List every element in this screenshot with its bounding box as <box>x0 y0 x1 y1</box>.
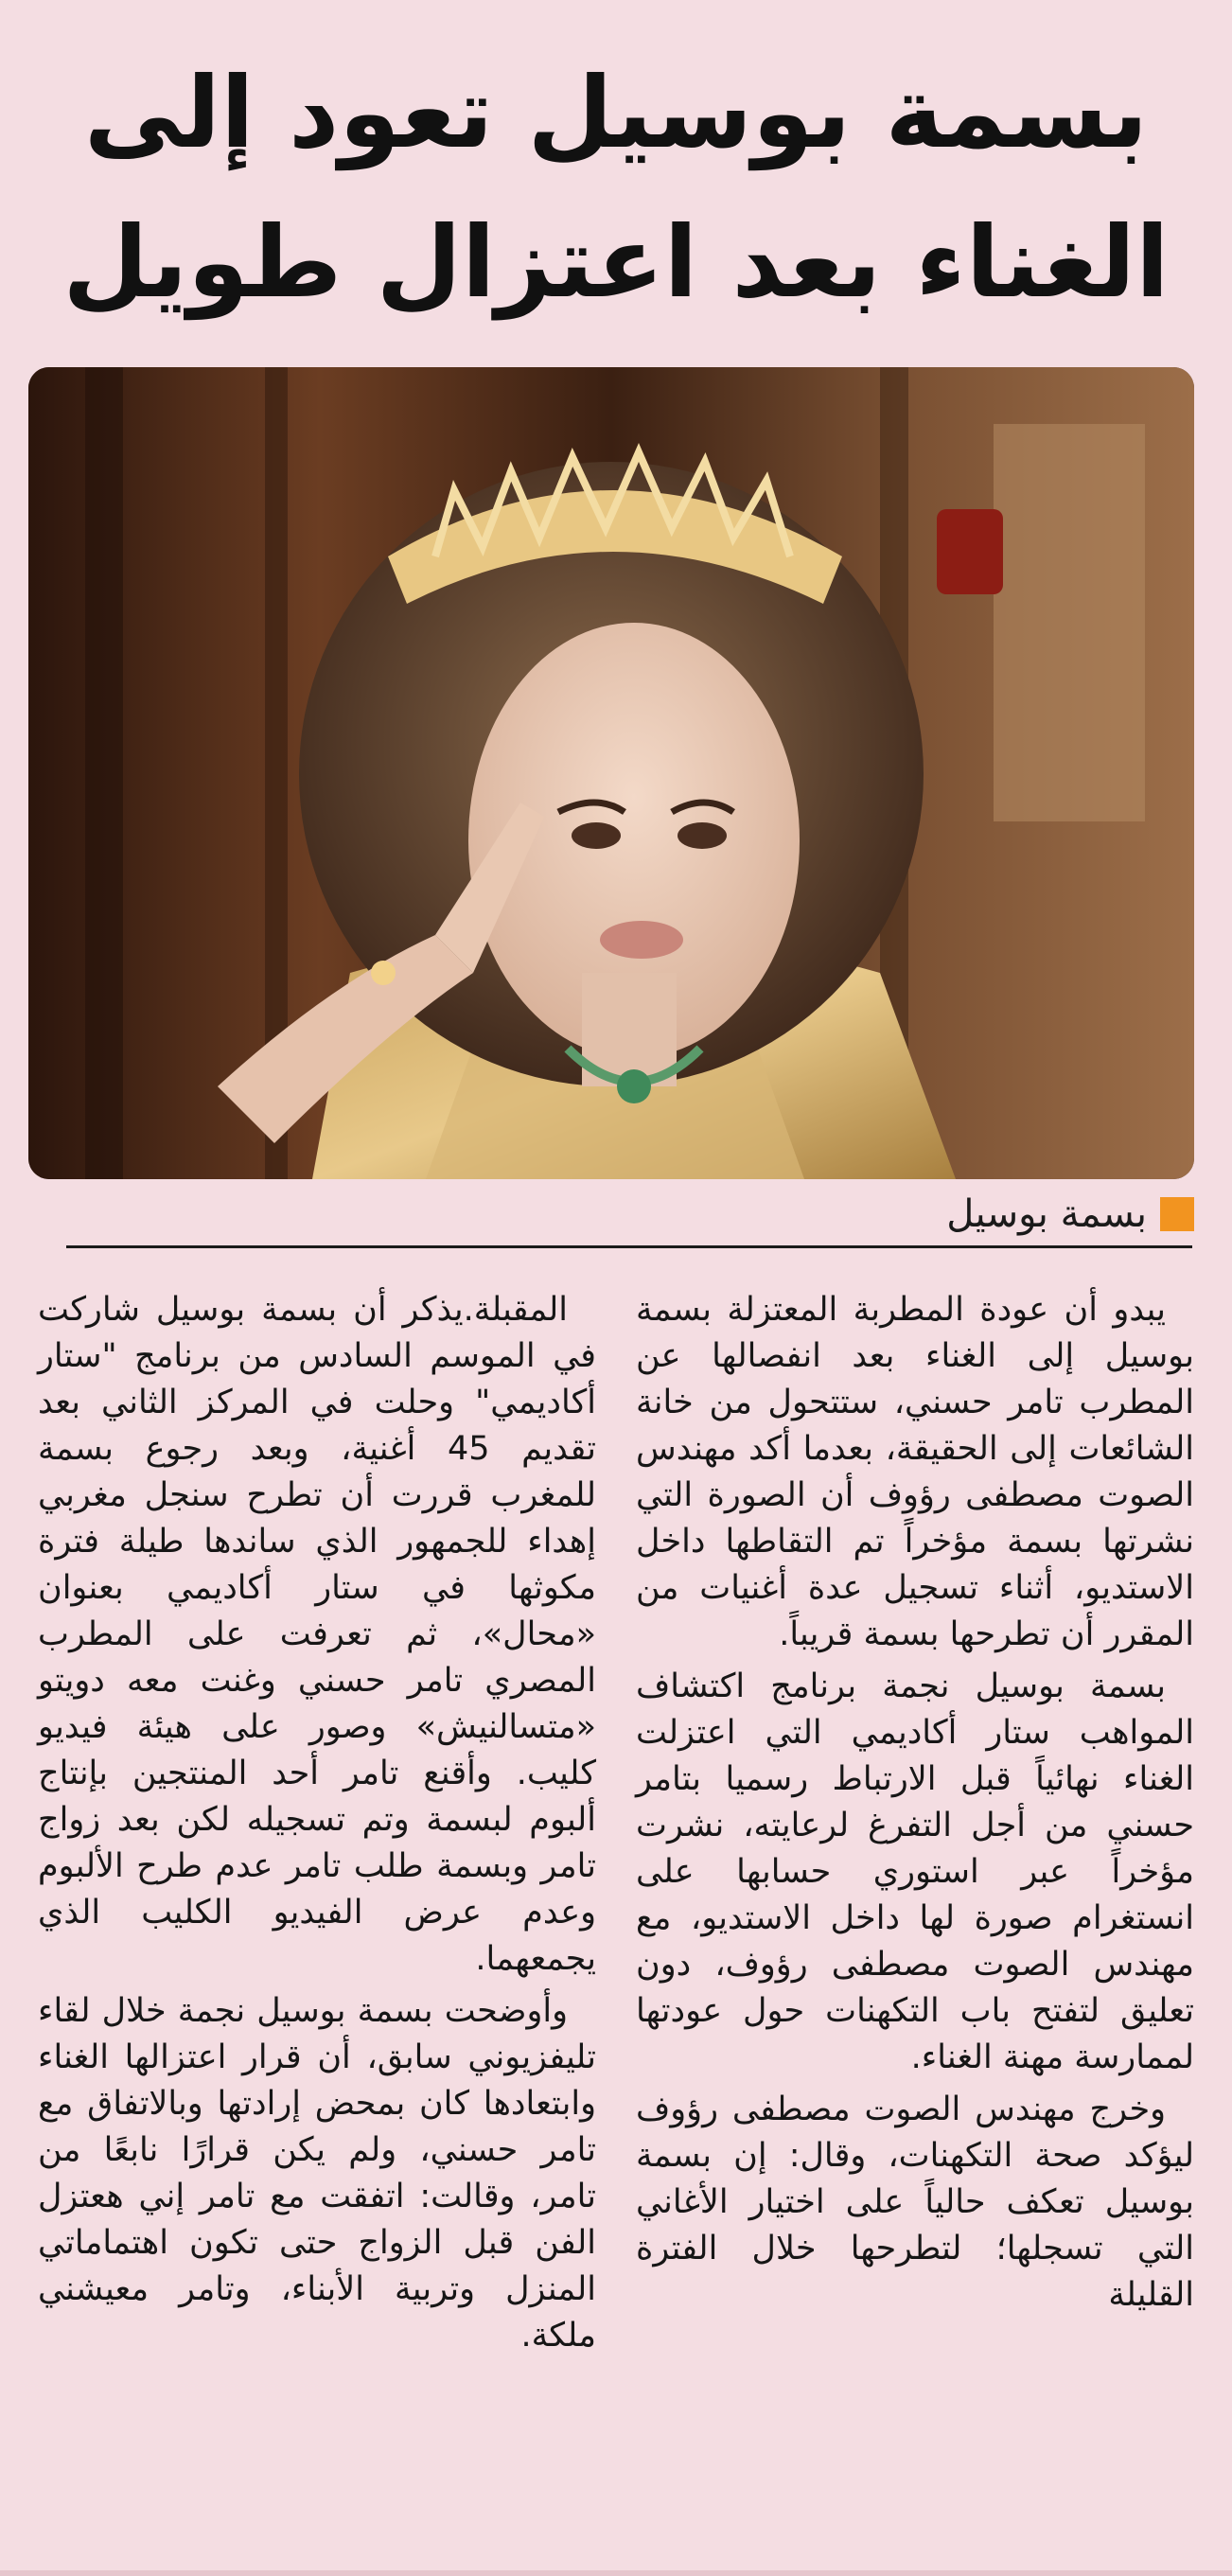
article-column-right <box>636 1287 1194 2324</box>
photo-caption <box>946 1191 1194 1238</box>
paragraph: المقبلة.يذكر أن بسمة بوسيل شاركت في الموسم السادس من برنامج "ستار أكاديمي" وحلت في المركز الثاني بعد تقديم 45 أغنية، وبعد رجوع بسمة للمغرب قررت أن تطرح سنجل مغربي إهداء للجمهور الذي ساندها طيلة فترة مكوثها في ستار أكاديمي بعنوان «محال»، ثم تعرفت على المطرب المصري تامر حسني وغنت معه دويتو «متسالنيش» وصور على هيئة فيديو كليب. وأقنع تامر أحد المنتجين بإنتاج ألبوم لبسمة وتم تسجيله لكن بعد زواج تامر وبسمة طلب تامر عدم طرح الألبوم وعدم عرض الفيديو الكليب الذي يجمعهما. <box>38 1291 596 1978</box>
caption-text: بسمة بوسيل <box>946 1192 1147 1236</box>
paragraph: وخرج مهندس الصوت مصطفى رؤوف ليؤكد صحة التكهنات، وقال: إن بسمة بوسيل تعكف حالياً على اختيار الأغاني التي تسجلها؛ لتطرحها خلال الفترة القليلة <box>636 2091 1194 2314</box>
article-photo <box>28 367 1194 1179</box>
caption-marker-icon <box>1160 1197 1194 1231</box>
divider <box>66 1245 1192 1248</box>
paragraph: بسمة بوسيل نجمة برنامج اكتشاف المواهب ستار أكاديمي التي اعتزلت الغناء نهائياً قبل الارتباط رسميا بتامر حسني من أجل التفرغ لرعايته، نشرت مؤخراً عبر استوري حسابها على انستغرام صورة لها داخل الاستديو، مع مهندس الصوت مصطفى رؤوف، دون تعليق لتفتح باب التكهنات حول عودتها لممارسة مهنة الغناء. <box>636 1667 1194 2076</box>
paragraph: يبدو أن عودة المطربة المعتزلة بسمة بوسيل إلى الغناء بعد انفصالها عن المطرب تامر حسني، ستتحول من خانة الشائعات إلى الحقيقة، بعدما أكد مهندس الصوت مصطفى رؤوف أن الصورة التي نشرتها بسمة مؤخراً تم التقاطها داخل الاستديو، أثناء تسجيل عدة أغنيات من المقرر أن تطرحها بسمة قريباً. <box>636 1291 1194 1653</box>
page-bottom-edge <box>0 2570 1232 2576</box>
article-column-left <box>38 1287 596 2365</box>
portrait-image <box>28 367 1194 1179</box>
paragraph: وأوضحت بسمة بوسيل نجمة خلال لقاء تليفزيوني سابق، أن قرار اعتزالها الغناء وابتعادها كان بمحض إرادتها وبالاتفاق مع تامر حسني، ولم يكن قرارًا نابعًا من تامر، وقالت: اتفقت مع تامر إني هعتزل الفن قبل الزواج حتى تكون اهتماماتي المنزل وتربية الأبناء، وتامر معيشني ملكة. <box>38 1992 596 2355</box>
headline: بسمة بوسيل تعود إلى الغناء بعد اعتزال طويل <box>62 55 1170 320</box>
